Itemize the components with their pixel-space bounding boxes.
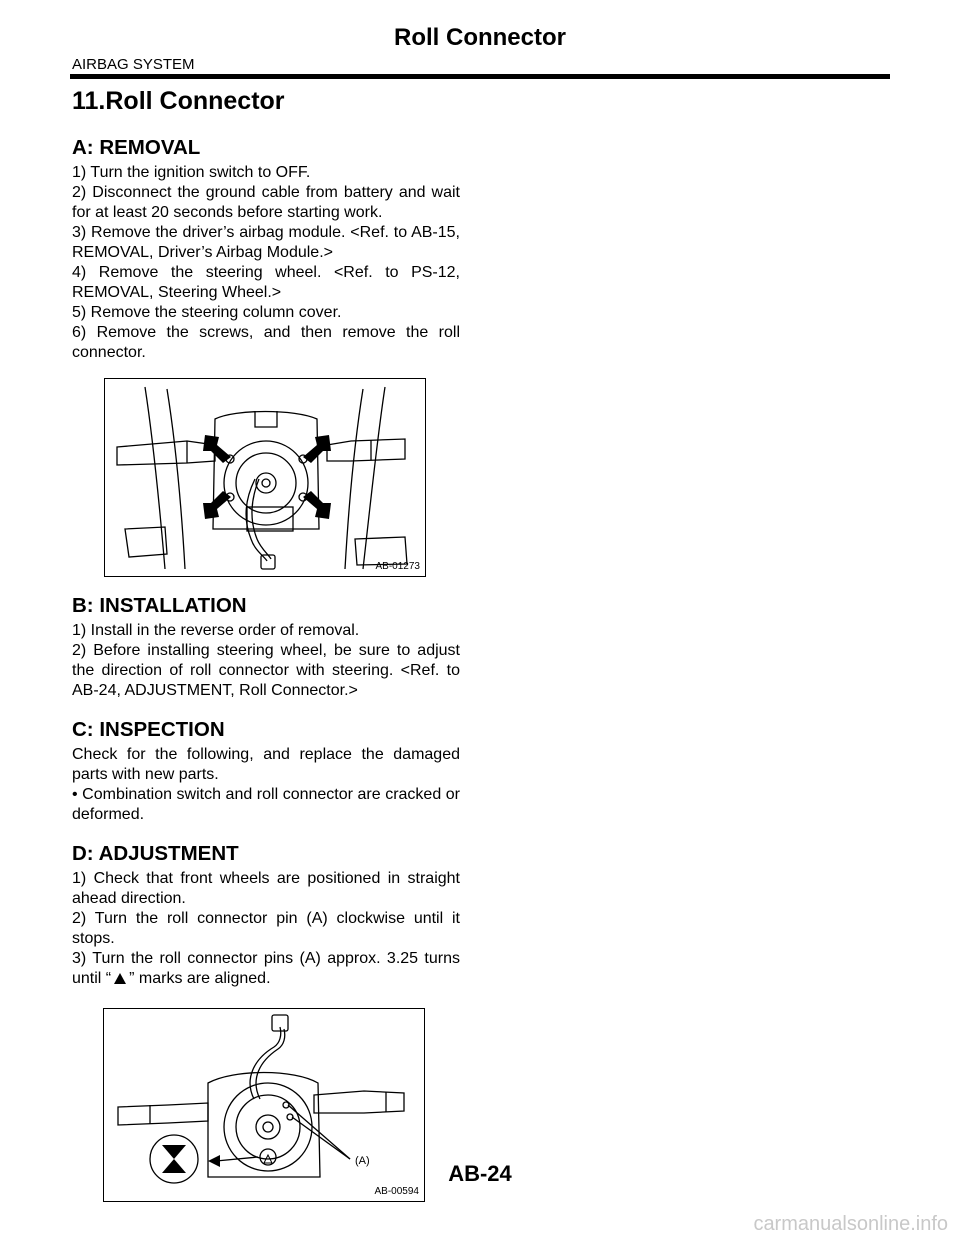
adjustment-step-3-start: 3) Turn the roll connector pins (A) approx. 3.25 turns until “ xyxy=(72,950,460,987)
roll-connector-removal-figure xyxy=(104,378,426,577)
removal-heading: A: REMOVAL xyxy=(72,136,201,159)
page-header-title: Roll Connector xyxy=(394,24,566,51)
removal-illustration xyxy=(105,379,425,576)
adjustment-step-3 xyxy=(72,949,460,989)
installation-heading: B: INSTALLATION xyxy=(72,594,247,617)
inspection-text: Check for the following, and replace the damaged parts with new parts. xyxy=(72,746,460,783)
adjustment-heading: D: ADJUSTMENT xyxy=(72,842,239,865)
figure-code: AB-00594 xyxy=(374,1186,419,1197)
removal-step: 2) Disconnect the ground cable from battery and wait for at least 20 seconds before starting work. xyxy=(72,184,460,221)
watermark: carmanualsonline.info xyxy=(753,1213,948,1235)
removal-step: 1) Turn the ignition switch to OFF. xyxy=(72,164,311,181)
removal-step: 6) Remove the screws, and then remove the roll connector. xyxy=(72,324,460,361)
pin-label: (A) xyxy=(355,1155,370,1167)
adjustment-step: 2) Turn the roll connector pin (A) clockwise until it stops. xyxy=(72,910,460,947)
main-title: 11.Roll Connector xyxy=(72,87,285,115)
inspection-heading: C: INSPECTION xyxy=(72,718,225,741)
removal-step: 4) Remove the steering wheel. <Ref. to PS-12, REMOVAL, Steering Wheel.> xyxy=(72,264,460,301)
removal-step: 3) Remove the driver’s airbag module. <Ref. to AB-15, REMOVAL, Driver’s Airbag Module.> xyxy=(72,224,460,261)
header-rule xyxy=(70,74,890,79)
installation-step: 1) Install in the reverse order of removal. xyxy=(72,622,360,639)
content-column xyxy=(72,84,460,1202)
adjustment-step: 1) Check that front wheels are positioned in straight ahead direction. xyxy=(72,870,460,907)
page-header-section: AIRBAG SYSTEM xyxy=(72,56,195,73)
triangle-icon xyxy=(114,973,126,984)
figure-code: AB-01273 xyxy=(375,561,420,572)
removal-step: 5) Remove the steering column cover. xyxy=(72,304,342,321)
adjustment-step-3-end: ” marks are aligned. xyxy=(129,970,271,987)
inspection-item: • Combination switch and roll connector are cracked or deformed. xyxy=(72,786,460,823)
installation-step: 2) Before installing steering wheel, be sure to adjust the direction of roll connector with steering. <Ref. to AB-24, ADJUSTMENT, Roll Connector.> xyxy=(72,642,460,699)
page-number: AB-24 xyxy=(448,1161,512,1186)
